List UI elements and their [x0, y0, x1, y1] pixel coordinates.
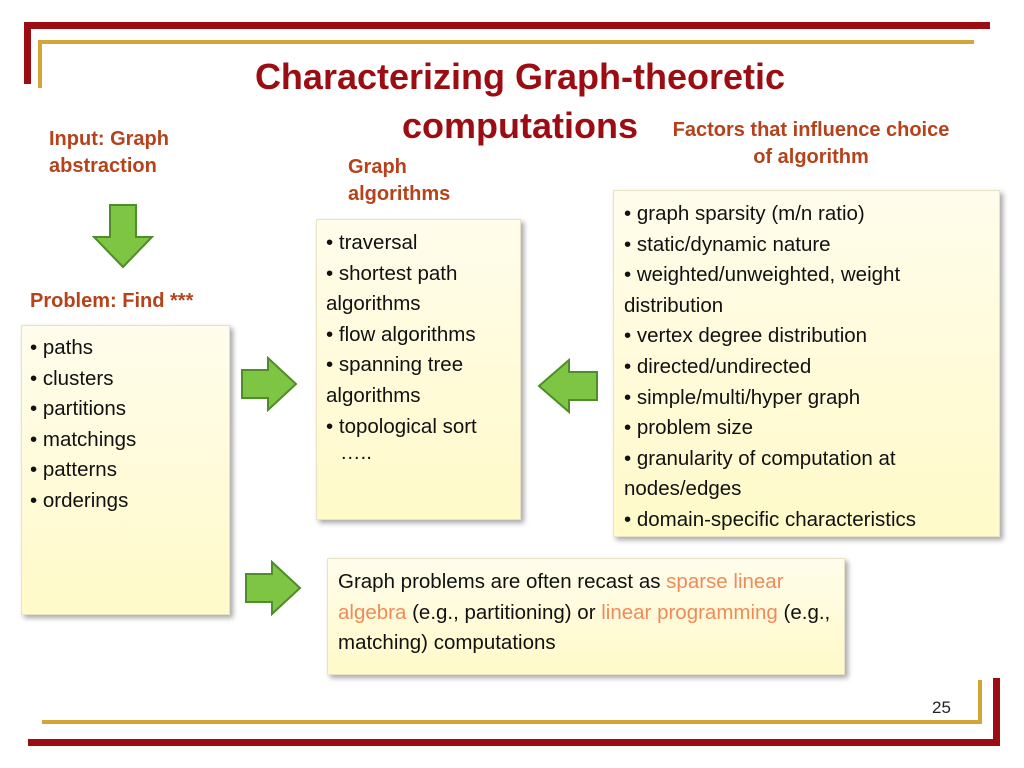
factors-label: Factors that influence choice of algorithm — [672, 119, 950, 168]
right-arrow-icon — [244, 560, 302, 616]
list-item: • topological sort — [326, 414, 477, 438]
frame-bottom-red-bar — [28, 739, 1000, 746]
frame-top-red-bar — [24, 22, 990, 29]
list-item: • flow algorithms — [326, 322, 476, 346]
problems-box — [21, 325, 230, 615]
list-item: • static/dynamic nature — [624, 232, 831, 256]
frame-bottom-gold-bar — [42, 720, 982, 724]
list-item: ….. — [340, 441, 372, 465]
note-text: (e.g., partitioning) or — [406, 600, 602, 624]
list-item: • patterns — [30, 458, 117, 482]
note-box — [327, 558, 845, 675]
slide-title: Characterizing Graph-theoretic computations — [254, 56, 786, 146]
note-highlight: linear programming — [601, 600, 778, 624]
factors-box — [613, 190, 1000, 537]
note-text: (e.g., matching) computations — [338, 600, 831, 655]
list-item: • simple/multi/hyper graph — [624, 385, 861, 409]
left-arrow-icon — [537, 358, 599, 414]
algorithms-label: Graph algorithms — [348, 156, 451, 205]
frame-right-gold-bar — [978, 680, 982, 724]
list-item: • traversal — [326, 231, 418, 254]
list-item: • domain-specific characteristics — [624, 507, 916, 531]
frame-left-gold-bar — [38, 40, 42, 88]
input-label: Input: Graph abstraction — [49, 128, 169, 177]
list-item: • directed/undirected — [624, 354, 812, 378]
note-text: Graph problems are often recast as — [338, 570, 667, 593]
list-item: • shortest path algorithms — [326, 261, 458, 316]
down-arrow-icon — [92, 203, 154, 269]
list-item: • granularity of computation at nodes/edges — [624, 446, 896, 501]
list-item: • orderings — [30, 488, 129, 512]
list-item: • matchings — [30, 427, 137, 451]
frame-left-red-bar — [24, 22, 31, 84]
list-item: • clusters — [30, 366, 114, 390]
algorithms-box — [316, 219, 521, 520]
page-number: 25 — [932, 698, 951, 717]
list-item: • partitions — [30, 397, 127, 421]
note-highlight: sparse linear algebra — [338, 570, 784, 624]
list-item: • spanning tree algorithms — [326, 353, 464, 407]
frame-top-gold-bar — [38, 40, 974, 44]
list-item: • problem size — [624, 416, 754, 440]
right-arrow-icon — [240, 356, 298, 412]
frame-right-red-bar — [993, 678, 1000, 746]
problem-label: Problem: Find *** — [30, 290, 194, 312]
list-item: • paths — [30, 336, 94, 359]
list-item: • graph sparsity (m/n ratio) — [624, 202, 865, 225]
list-item: • weighted/unweighted, weight distribution — [624, 263, 901, 317]
list-item: • vertex degree distribution — [624, 324, 868, 348]
